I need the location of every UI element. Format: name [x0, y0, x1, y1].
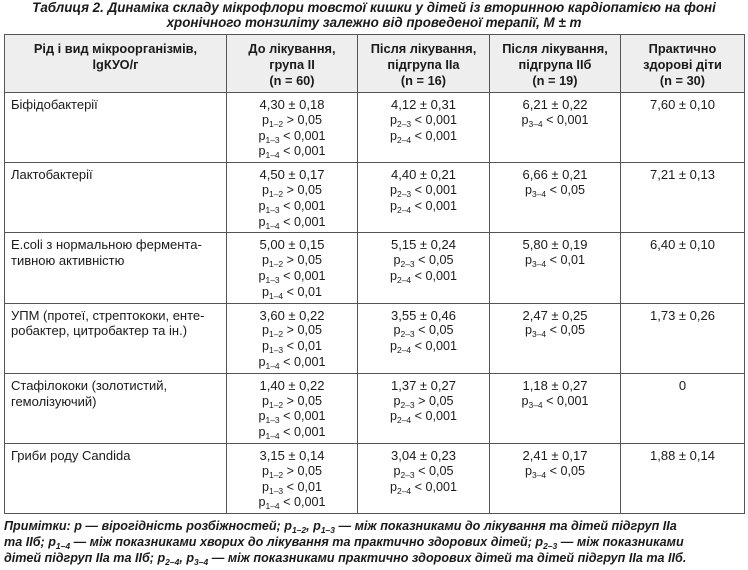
p-index: 3–4 — [531, 188, 547, 199]
notes-line — [4, 518, 744, 534]
table-row — [5, 93, 745, 163]
p-comparison: < 0,001 — [411, 198, 458, 213]
p-index: 1–4 — [265, 360, 280, 371]
p-value — [231, 339, 353, 355]
value-cell — [490, 93, 621, 163]
p-value — [231, 144, 353, 160]
notes-text: — між показниками — [557, 535, 684, 549]
p-symbol: p — [521, 112, 529, 127]
p-comparison: < 0,001 — [279, 495, 326, 510]
p-comparison: < 0,001 — [279, 354, 326, 369]
value-cell — [490, 163, 621, 233]
p-value — [494, 394, 616, 410]
p-comparison: < 0,05 — [414, 323, 454, 338]
p-value — [494, 323, 616, 339]
header-row — [5, 35, 745, 93]
p-comparison: < 0,05 — [546, 182, 586, 197]
p-symbol: p — [524, 323, 532, 338]
p-index: 1–2 — [268, 469, 284, 480]
p-value — [231, 495, 353, 511]
p-index: 2–3 — [400, 329, 415, 340]
p-index: 1–2 — [268, 188, 284, 199]
mean-value: 7,21 ± 0,13 — [650, 167, 715, 183]
p-comparison: < 0,001 — [411, 128, 458, 143]
mean-value: 5,80 ± 0,19 — [522, 237, 588, 253]
value-cell — [358, 373, 490, 443]
p-symbol: p — [258, 409, 266, 424]
p-comparison: < 0,001 — [279, 128, 326, 143]
header-text: (n = 60) — [269, 73, 315, 88]
mean-value: 4,12 ± 0,31 — [391, 97, 456, 112]
p-value — [231, 409, 353, 425]
table-row — [5, 303, 745, 373]
p-value — [231, 285, 353, 301]
p-index: 2–4 — [396, 134, 412, 145]
organism-name-cell — [5, 303, 227, 373]
p-symbol: p — [393, 393, 401, 408]
header-text: Після лікування, — [502, 41, 608, 56]
value-cell — [227, 163, 358, 233]
p-symbol: p — [393, 253, 401, 268]
p-value — [231, 464, 353, 480]
organism-name: Стафілококи (золотистий, — [11, 377, 168, 393]
p-index: 2–3 — [400, 399, 415, 410]
p-comparison: < 0,001 — [411, 268, 458, 283]
table-row — [5, 373, 745, 443]
value-cell — [621, 373, 745, 443]
mean-value: 5,15 ± 0,24 — [391, 237, 456, 253]
value-cell — [621, 93, 745, 163]
p-symbol: p — [261, 323, 269, 338]
organism-name: Гриби роду Candida — [11, 447, 131, 463]
table-row — [5, 233, 745, 303]
value-cell — [490, 373, 621, 443]
header-text: підгрупа IIб — [518, 57, 592, 72]
header-text: Рід і вид мікроорганізмів, — [33, 41, 198, 56]
notes-index: 1–2 — [291, 525, 307, 534]
p-symbol: p — [393, 463, 401, 478]
p-index: 1–3 — [265, 415, 280, 426]
value-cell — [621, 233, 745, 303]
p-comparison: < 0,001 — [542, 393, 589, 408]
p-symbol: p — [389, 339, 397, 354]
notes-text: — між показниками практично здорових дітей та дітей підгруп IIа та IIб. — [208, 551, 687, 565]
notes-text: та IIб; p — [4, 535, 56, 549]
p-symbol: p — [389, 479, 397, 494]
mean-value: 4,50 ± 0,17 — [259, 167, 325, 183]
mean-value: 3,04 ± 0,23 — [391, 447, 456, 463]
p-symbol: p — [258, 268, 266, 283]
organism-name-cell — [5, 233, 227, 303]
p-comparison: > 0,05 — [283, 253, 323, 268]
p-index: 1–4 — [265, 501, 280, 512]
p-comparison: < 0,001 — [279, 214, 326, 229]
p-symbol: p — [389, 409, 397, 424]
p-index: 2–3 — [400, 469, 415, 480]
p-index: 2–4 — [396, 204, 412, 215]
value-cell — [227, 93, 358, 163]
p-symbol: p — [261, 284, 269, 299]
p-value — [362, 339, 485, 355]
microflora-table — [4, 34, 745, 514]
p-index: 1–3 — [265, 274, 280, 285]
notes-text: — між показниками хворих до лікування та практично здорових дітей; p — [70, 535, 544, 549]
table-caption — [4, 0, 744, 30]
p-value — [362, 129, 485, 145]
value-cell — [227, 233, 358, 303]
p-comparison: < 0,001 — [411, 409, 458, 424]
p-symbol: p — [521, 393, 529, 408]
header-text: (n = 19) — [532, 73, 578, 88]
p-symbol: p — [389, 268, 397, 283]
p-symbol: p — [389, 182, 397, 197]
p-value — [362, 269, 485, 285]
p-index: 2–4 — [396, 415, 412, 426]
p-value — [362, 323, 485, 339]
p-index: 1–3 — [265, 134, 280, 145]
mean-value: 2,41 ± 0,17 — [522, 447, 588, 463]
p-symbol: p — [389, 198, 397, 213]
notes-index: 1–4 — [55, 541, 71, 550]
value-cell — [621, 303, 745, 373]
p-comparison: < 0,01 — [283, 479, 323, 494]
p-symbol: p — [258, 128, 266, 143]
p-value — [362, 464, 485, 480]
p-symbol: p — [258, 198, 266, 213]
p-value — [494, 113, 616, 129]
mean-value: 6,66 ± 0,21 — [522, 167, 588, 183]
p-comparison: < 0,05 — [546, 463, 586, 478]
p-comparison: < 0,001 — [279, 268, 326, 283]
organism-name: гемолізуючий) — [11, 393, 97, 409]
notes-line — [4, 534, 744, 550]
p-symbol: p — [261, 339, 269, 354]
p-index: 1–2 — [268, 118, 284, 129]
value-cell — [358, 93, 490, 163]
p-index: 1–3 — [265, 204, 280, 215]
p-comparison: < 0,001 — [542, 112, 589, 127]
header-cell-3 — [490, 35, 621, 93]
mean-value: 5,00 ± 0,15 — [259, 237, 325, 253]
p-symbol: p — [258, 354, 266, 369]
mean-value: 1,40 ± 0,22 — [259, 377, 325, 393]
p-index: 2–4 — [396, 485, 412, 496]
value-cell — [621, 443, 745, 513]
p-value — [231, 355, 353, 371]
p-value — [362, 409, 485, 425]
p-symbol: p — [261, 479, 269, 494]
notes-text: — між показниками до лікування та дітей підгруп IIа — [335, 519, 677, 533]
p-symbol: p — [258, 425, 266, 440]
p-value — [231, 199, 353, 215]
mean-value: 1,37 ± 0,27 — [391, 377, 456, 393]
organism-name: Біфідобактерії — [11, 97, 98, 112]
p-symbol: p — [524, 463, 532, 478]
value-cell — [358, 163, 490, 233]
organism-name-cell — [5, 93, 227, 163]
p-value — [231, 269, 353, 285]
p-value — [231, 323, 353, 339]
notes-text: дітей підгруп IIа та IIб; p — [4, 551, 166, 565]
p-value — [362, 253, 485, 269]
value-cell — [227, 303, 358, 373]
value-cell — [227, 373, 358, 443]
p-comparison: > 0,05 — [283, 323, 323, 338]
p-value — [494, 464, 616, 480]
organism-name: робактер, цитробактер та ін.) — [11, 323, 188, 339]
mean-value: 3,15 ± 0,14 — [259, 447, 325, 463]
p-comparison: < 0,001 — [411, 182, 458, 197]
p-index: 2–3 — [396, 118, 412, 129]
p-symbol: p — [261, 253, 269, 268]
mean-value: 6,21 ± 0,22 — [522, 97, 588, 112]
p-index: 3–4 — [531, 259, 547, 270]
table-notes — [4, 518, 744, 566]
p-index: 3–4 — [531, 329, 547, 340]
mean-value: 3,55 ± 0,46 — [391, 307, 456, 323]
p-symbol: p — [258, 214, 266, 229]
mean-value: 4,40 ± 0,21 — [391, 167, 456, 183]
mean-value: 1,18 ± 0,27 — [522, 377, 588, 393]
p-index: 2–4 — [396, 274, 412, 285]
p-symbol: p — [393, 323, 401, 338]
header-text: До лікування, — [248, 41, 336, 56]
notes-text: Примітки: p — вірогідність розбіжностей; p — [4, 519, 292, 533]
header-cell-4 — [621, 35, 745, 93]
mean-value: 4,30 ± 0,18 — [259, 97, 325, 112]
p-comparison: < 0,05 — [546, 323, 586, 338]
mean-value: 7,60 ± 0,10 — [650, 97, 715, 112]
mean-value: 2,47 ± 0,25 — [522, 307, 588, 323]
value-cell — [358, 303, 490, 373]
p-index: 3–4 — [528, 399, 543, 410]
p-comparison: > 0,05 — [283, 463, 323, 478]
notes-index: 3–4 — [194, 557, 209, 566]
p-index: 1–4 — [265, 431, 280, 442]
mean-value: 0 — [678, 377, 687, 393]
p-comparison: > 0,05 — [283, 182, 323, 197]
p-comparison: < 0,05 — [414, 253, 454, 268]
p-value — [362, 183, 485, 199]
p-index: 2–4 — [396, 345, 412, 356]
value-cell — [227, 443, 358, 513]
mean-value: 1,88 ± 0,14 — [650, 447, 715, 463]
caption-line-2: хронічного тонзиліту залежно від проведеної терапії, M ± m — [166, 15, 582, 30]
value-cell — [358, 233, 490, 303]
mean-value: 1,73 ± 0,26 — [650, 307, 715, 323]
p-value — [231, 480, 353, 496]
p-value — [362, 199, 485, 215]
header-text: Практично — [648, 41, 717, 56]
p-symbol: p — [389, 128, 397, 143]
p-value — [362, 480, 485, 496]
p-comparison: < 0,001 — [411, 479, 458, 494]
organism-name: УПМ (протеї, стрептококи, енте- — [11, 307, 205, 323]
table-row — [5, 163, 745, 233]
header-cell-1 — [227, 35, 358, 93]
p-comparison: < 0,001 — [279, 144, 326, 159]
table-body — [5, 93, 745, 514]
p-value — [231, 253, 353, 269]
notes-index: 1–3 — [320, 525, 336, 534]
header-text: група II — [269, 57, 315, 72]
p-index: 1–2 — [268, 329, 284, 340]
p-symbol: p — [524, 253, 532, 268]
p-value — [494, 253, 616, 269]
p-comparison: < 0,001 — [279, 409, 326, 424]
p-symbol: p — [261, 463, 269, 478]
p-index: 1–4 — [265, 220, 280, 231]
notes-text: , p — [179, 551, 195, 565]
p-index: 1–4 — [268, 290, 284, 301]
mean-value: 3,60 ± 0,22 — [259, 307, 325, 323]
p-index: 1–2 — [268, 259, 284, 270]
organism-name: Лактобактерії — [11, 167, 93, 183]
p-symbol: p — [261, 112, 269, 127]
header-text: підгрупа IIа — [387, 57, 460, 72]
p-symbol: p — [389, 112, 397, 127]
p-symbol: p — [261, 182, 269, 197]
notes-text: , p — [306, 519, 321, 533]
p-comparison: < 0,001 — [279, 425, 326, 440]
p-value — [231, 113, 353, 129]
p-value — [231, 183, 353, 199]
p-index: 1–4 — [265, 150, 280, 161]
mean-value: 6,40 ± 0,10 — [650, 237, 715, 253]
value-cell — [490, 303, 621, 373]
header-text: Після лікування, — [370, 41, 477, 56]
value-cell — [490, 443, 621, 513]
notes-index: 2–3 — [543, 541, 558, 550]
p-comparison: < 0,05 — [414, 463, 454, 478]
header-cell-2 — [358, 35, 490, 93]
p-index: 3–4 — [531, 469, 547, 480]
header-text: здорові діти — [643, 57, 722, 72]
organism-name: тивною активністю — [11, 253, 125, 269]
header-text: lgКУО/г — [92, 57, 139, 72]
p-value — [494, 183, 616, 199]
p-value — [231, 129, 353, 145]
caption-line-1: Таблиця 2. Динаміка складу мікрофлори товстої кишки у дітей із вторинною кардіопатією на фоні — [32, 0, 716, 15]
p-comparison: > 0,05 — [414, 393, 454, 408]
organism-name-cell — [5, 443, 227, 513]
p-comparison: < 0,01 — [283, 284, 323, 299]
value-cell — [358, 443, 490, 513]
header-text: (n = 30) — [659, 73, 706, 88]
p-symbol: p — [524, 182, 532, 197]
p-value — [362, 113, 485, 129]
p-comparison: > 0,05 — [283, 393, 323, 408]
p-index: 1–3 — [268, 345, 284, 356]
p-index: 1–3 — [268, 485, 284, 496]
header-cell-0 — [5, 35, 227, 93]
p-comparison: < 0,001 — [411, 112, 458, 127]
organism-name: E.coli з нормальною фермента- — [11, 237, 202, 253]
p-index: 2–3 — [396, 188, 412, 199]
p-symbol: p — [258, 144, 266, 159]
p-index: 2–3 — [400, 259, 415, 270]
p-symbol: p — [261, 393, 269, 408]
p-comparison: < 0,001 — [279, 198, 326, 213]
value-cell — [490, 233, 621, 303]
notes-line — [4, 550, 744, 566]
p-index: 3–4 — [528, 118, 543, 129]
p-index: 1–2 — [268, 399, 284, 410]
p-value — [231, 425, 353, 441]
notes-index: 2–4 — [165, 557, 180, 566]
value-cell — [621, 163, 745, 233]
p-comparison: < 0,01 — [546, 253, 586, 268]
p-comparison: > 0,05 — [283, 112, 323, 127]
p-value — [362, 394, 485, 410]
p-comparison: < 0,01 — [283, 339, 323, 354]
p-value — [231, 394, 353, 410]
p-value — [231, 215, 353, 231]
table-row — [5, 443, 745, 513]
p-symbol: p — [258, 495, 266, 510]
p-comparison: < 0,001 — [411, 339, 458, 354]
header-text: (n = 16) — [400, 73, 447, 88]
organism-name-cell — [5, 163, 227, 233]
organism-name-cell — [5, 373, 227, 443]
